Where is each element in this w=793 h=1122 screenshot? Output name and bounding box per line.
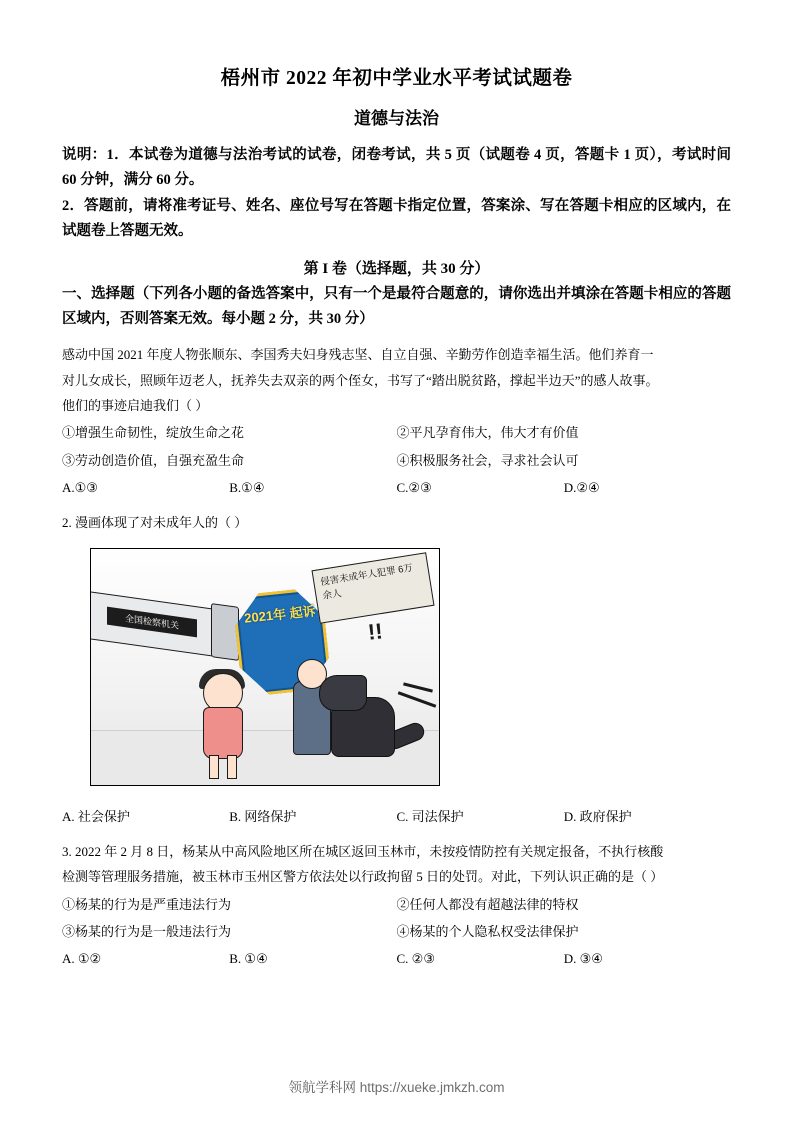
figure-cuff-shape: [211, 603, 239, 661]
footer-brand: 领航学科网: [288, 1080, 356, 1095]
question-3: [62, 839, 731, 890]
figure-child-leg-right: [227, 755, 237, 779]
question-1-statements-row-2: [62, 448, 731, 473]
question-1-stem-line-2: 对儿女成长，照顾年迈老人，抚养失去双亲的两个侄女，书写了“踏出脱贫路，撑起半边天”的感人故事。: [62, 372, 659, 388]
figure-shield-text: 2021年 起诉: [243, 602, 317, 626]
page-subtitle: 道德与法治: [354, 109, 439, 128]
question-2-cartoon-figure: [90, 548, 440, 786]
page-title: 梧州市 2022 年初中学业水平考试试题卷: [220, 68, 573, 89]
question-3-statement-1: ①杨某的行为是严重违法行为: [62, 896, 232, 912]
question-3-choice-c[interactable]: C. ②③: [396, 951, 435, 967]
footer-url[interactable]: https://xueke.jmkzh.com: [359, 1080, 505, 1095]
question-3-statements-row-2: [62, 919, 731, 944]
figure-arm-label: 全国检察机关: [107, 606, 197, 637]
page-footer: [0, 1076, 793, 1096]
question-3-statement-2: ②任何人都没有超越法律的特权: [396, 896, 579, 912]
question-2-choice-b[interactable]: B. 网络保护: [229, 808, 297, 824]
question-1-choice-a[interactable]: A.①③: [62, 479, 98, 495]
figure-banner-text: 侵害未成年人犯罪 6万余人: [311, 552, 434, 623]
exam-instructions: [62, 143, 731, 245]
figure-exclamation-mark: !!: [367, 617, 385, 645]
question-3-choice-a[interactable]: A. ①②: [62, 951, 102, 967]
section-header: 第 I 卷（选择题，共 30 分）: [303, 260, 490, 277]
question-1-statement-3: ③劳动创造价值，自强充盈生命: [62, 452, 245, 468]
instruction-line-2: 2．答题前，请将准考证号、姓名、座位号写在答题卡指定位置，答案涂、写在答题卡相应的区域内，在试题卷上答题无效。: [62, 197, 731, 240]
question-1-stem-line-1: 感动中国 2021 年度人物张顺东、李国秀夫妇身残志坚、自立自强、辛勤劳作创造幸福生活。他们养育一: [62, 347, 654, 363]
figure-wolf-head: [319, 675, 367, 711]
question-3-stem-line-2: 检测等管理服务措施，被玉林市玉州区警方依法处以行政拘留 5 日的处罚。对此，下列认识正确的是（ ）: [62, 869, 664, 885]
question-1-statement-2: ②平凡孕育伟大，伟大才有价值: [396, 425, 579, 441]
figure-child-leg-left: [209, 755, 219, 779]
question-1-statement-4: ④积极服务社会，寻求社会认可: [396, 452, 579, 468]
question-1: [62, 342, 731, 418]
question-2-choice-a[interactable]: A. 社会保护: [62, 808, 130, 824]
question-1-choice-b[interactable]: B.①④: [229, 479, 265, 495]
question-3-stem-line-1: 2022 年 2 月 8 日，杨某从中高风险地区所在城区返回玉林市，未按疫情防控有关规定报备，不执行核酸: [75, 844, 664, 859]
instruction-line-1: 说明：1．本试卷为道德与法治考试的试卷，闭卷考试，共 5 页（试题卷 4 页，答题卡 1 页），考试时间 60 分钟，满分 60 分。: [62, 147, 731, 189]
question-type-heading: 一、选择题（下列各小题的备选答案中，只有一个是最符合题意的，请你选出并填涂在答题卡相应的答题区域内，否则答案无效。每小题 2 分，共 30 分）: [62, 285, 731, 327]
question-3-choices: [62, 946, 731, 971]
question-2-choices: [62, 804, 731, 829]
question-2-choice-d[interactable]: D. 政府保护: [563, 808, 632, 824]
question-3-number: 3.: [62, 844, 72, 859]
question-3-choice-d[interactable]: D. ③④: [563, 951, 603, 967]
question-1-choices: [62, 475, 731, 500]
question-3-choice-b[interactable]: B. ①④: [229, 951, 268, 967]
question-2-choice-c[interactable]: C. 司法保护: [396, 808, 464, 824]
figure-child-body: [203, 707, 243, 759]
question-3-statement-3: ③杨某的行为是一般违法行为: [62, 924, 232, 940]
question-2-stem: 漫画体现了对未成年人的（ ）: [75, 515, 248, 531]
question-1-stem-line-3: 他们的事迹启迪我们（ ）: [62, 397, 209, 413]
question-3-statements-row-1: [62, 892, 731, 917]
question-1-statement-1: ①增强生命韧性，绽放生命之花: [62, 425, 245, 441]
figure-motion-line-1: [403, 682, 433, 692]
question-1-statements-row-1: [62, 420, 731, 445]
question-1-choice-d[interactable]: D.②④: [563, 479, 600, 495]
question-3-statement-4: ④杨某的个人隐私权受法律保护: [396, 924, 579, 940]
question-1-choice-c[interactable]: C.②③: [396, 479, 432, 495]
question-2: [62, 510, 731, 535]
question-2-number: 2.: [62, 515, 72, 531]
figure-motion-line-2: [398, 691, 437, 707]
